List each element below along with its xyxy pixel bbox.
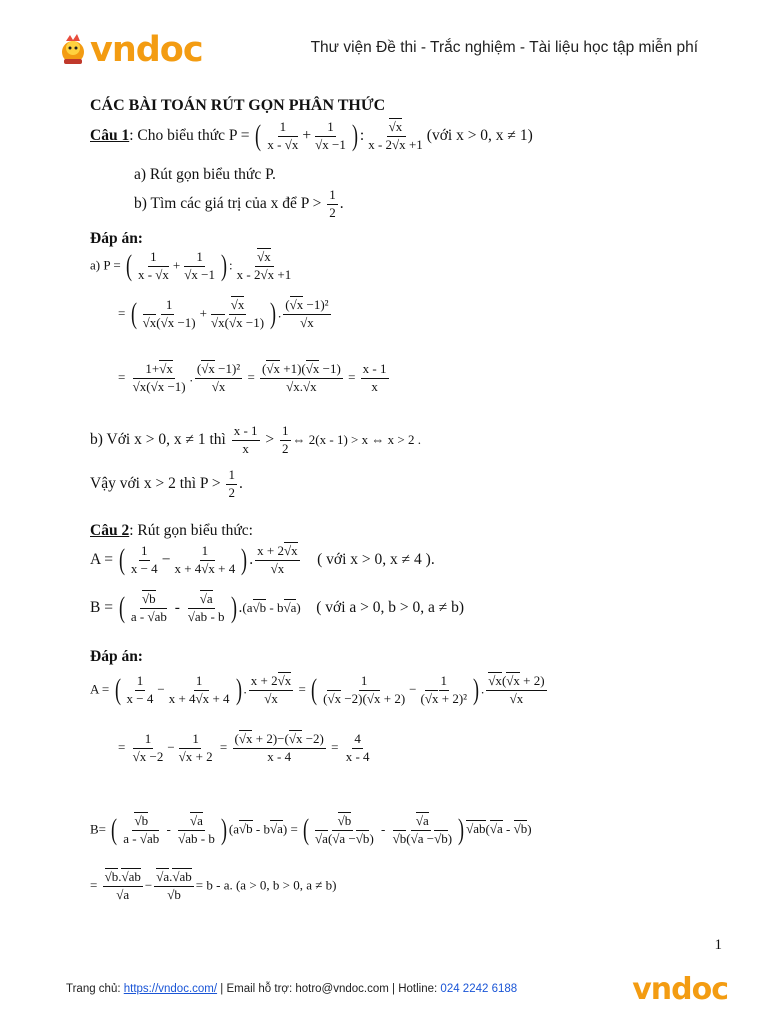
question-1-intro: : Cho biểu thức P =: [129, 127, 250, 144]
page-header: [58, 30, 718, 70]
solution-1a-line-2: = ( $\frac{1}{√x(√x -1)}$ + $\frac{√x}{√x(√x -1)}$ ) . $\frac{\text{(√x −1)²}}{√x}$: [118, 297, 329, 331]
solution-1-conclusion-text: Vậy với x > 2 thì P >: [90, 475, 221, 492]
question-1: Câu 1: Cho biểu thức P = ( $\frac{1}{x - √x}$ + $\frac{1}{√x -1}$ ) : $\frac{√x}{x - 2√x +1}$ (với x > 0, x ≠ 1): [90, 119, 533, 153]
question-2-condition-a: ( với x > 0, x ≠ 4 ).: [317, 551, 435, 568]
solution-1b-text: b) Với x > 0, x ≠ 1 thì: [90, 431, 226, 448]
logo-text: vndoc: [90, 30, 203, 70]
footer-hotline[interactable]: 024 2242 6188: [440, 983, 518, 995]
footer-logo[interactable]: vndoc: [632, 972, 728, 1007]
question-1-part-b-text: b) Tìm các giá trị của x để P >: [134, 195, 322, 212]
question-2-expr-b: B = ( $\frac{√b}{a - √ab}$ - $\frac{√a}{√ab - b}$ ) .(a√b - b√a) ( với a > 0, b > 0, a ≠ b): [90, 591, 465, 625]
solution-1a-line-3: = $\frac{1+√x}{√x(√x -1)}$ . $\frac{\text{(√x −1)²}}{√x}$ = $\frac{(√x +1)(√x -1)}{√x.√x}$ = $\frac{x - 1}{x}$: [118, 361, 387, 394]
question-2-condition-b: ( với a > 0, b > 0, a ≠ b): [316, 599, 465, 616]
solution-2a-line-1: A = ( $\frac{1}{x - 4}$ − $\frac{1}{x + 4√x + 4}$ ) . $\frac{x + 2√x}{√x}$ = ( $\frac{1}{(√x -2)(√x + 2)}$ − $\frac{1}{\text{(√x + 2)²}}$ ) . $\frac{√x(√x + 2)}{√x}$: [90, 673, 545, 707]
solution-2a-line-2: = $\frac{1}{√x -2}$ − $\frac{1}{√x + 2}$ = $\frac{(√x + 2)-(√x -2)}{x - 4}$ = $\frac{4}{x - 4}$: [118, 731, 370, 764]
footer-email: | Email hỗ trợ: hotro@vndoc.com | Hotline:: [217, 983, 441, 995]
solution-2b-line-1: B= ( $\frac{√b}{a - √ab}$ - $\frac{√a}{√ab - b}$ ) (a√b - b√a) = ( $\frac{√b}{√a(√a -√b)}$ - $\frac{√a}{√b(√a -√b)}$ ) √ab(√a - √b): [90, 813, 532, 847]
page-number: 1: [714, 937, 722, 953]
mascot-icon: [58, 32, 88, 68]
answer-label-1: Đáp án:: [90, 230, 143, 247]
question-1-part-b: b) Tìm các giá trị của x để P > $\frac{1}{2}$ .: [134, 187, 344, 220]
question-2-expr-a: A = ( $\frac{1}{x - 4}$ − $\frac{1}{x + 4√x + 4}$ ) . $\frac{x + 2√x}{√x}$ ( với x > 0, x ≠ 4 ).: [90, 543, 435, 577]
solution-1b: b) Với x > 0, x ≠ 1 thì $\frac{x - 1}{x}$ > $\frac{1}{2}$ ⇔ 2(x - 1) > x ⇔ x > 2 .: [90, 423, 421, 456]
page-title: CÁC BÀI TOÁN RÚT GỌN PHÂN THỨC: [90, 97, 386, 114]
solution-1-conclusion: Vậy với x > 2 thì P > $\frac{1}{2}$ .: [90, 467, 243, 500]
answer-label-2: Đáp án:: [90, 648, 143, 665]
question-2: [90, 522, 253, 541]
question-2-label: Câu 2: [90, 522, 130, 539]
question-1-condition: (với x > 0, x ≠ 1): [426, 127, 533, 144]
solution-1b-chain: ⇔ 2(x - 1) > x ⇔ x > 2 .: [292, 432, 421, 447]
solution-2b-final: = b - a. (a > 0, b > 0, a ≠ b): [195, 877, 337, 893]
page-footer: [66, 983, 517, 995]
solution-2b-line-2: = $\frac{√b.√ab}{√a}$ − $\frac{√a.√ab}{√b}$ = b - a. (a > 0, b > 0, a ≠ b): [90, 869, 337, 902]
question-1-label: Câu 1: [90, 127, 130, 144]
solution-1a-line-1: a) P = ( $\frac{1}{x - √x}$ + $\frac{1}{√x -1}$ ) : $\frac{√x}{x - 2√x +1}$: [90, 249, 292, 283]
vndoc-logo[interactable]: [58, 30, 203, 70]
question-1-part-a: a) Rút gọn biểu thức P.: [134, 166, 276, 183]
footer-home-link[interactable]: https://vndoc.com/: [123, 983, 218, 995]
footer-home-label: Trang chủ:: [66, 983, 124, 995]
header-tagline: Thư viện Đề thi - Trắc nghiệm - Tài liệu học tập miễn phí: [310, 39, 698, 56]
question-2-intro: : Rút gọn biểu thức:: [129, 522, 253, 539]
